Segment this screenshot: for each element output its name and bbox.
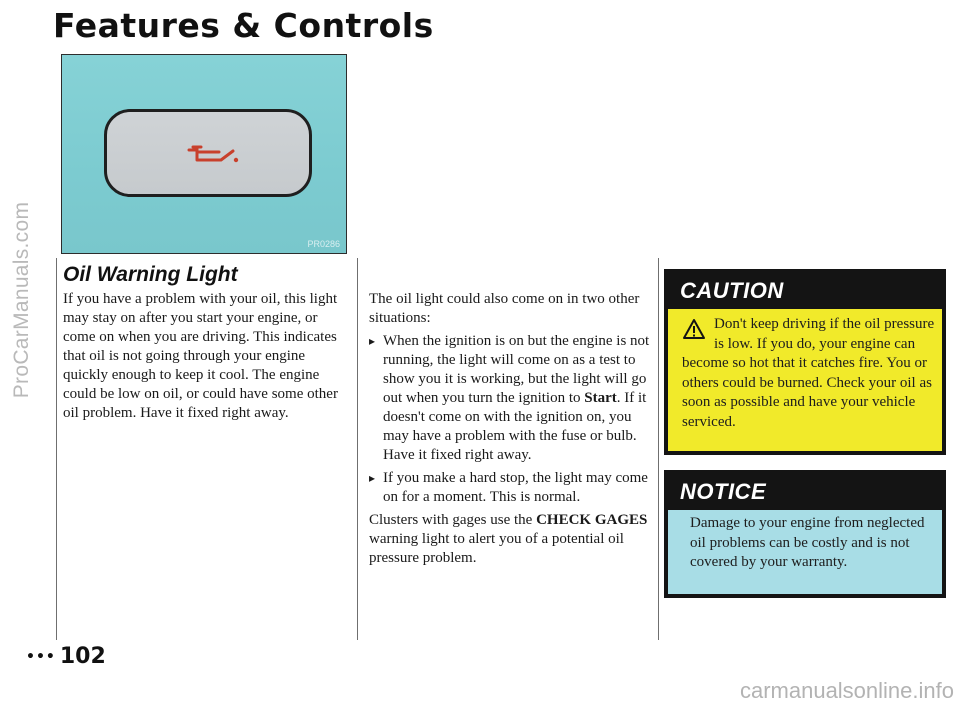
oil-warning-illustration xyxy=(61,54,347,254)
bullet-icon: ▸ xyxy=(369,334,376,348)
subsection-heading: Oil Warning Light xyxy=(63,263,238,286)
page-number: ••• 102 xyxy=(26,644,106,669)
caution-box xyxy=(664,269,946,455)
oil-warning-paragraph: If you have a problem with your oil, this light may stay on after you start your engine, or come on when you are driving. This indicates that oil is not going through your engine quickly enough to keep it cool. The engine could be low on oil, or could have some other oil problem. Have it fixed right away. xyxy=(63,291,338,421)
notice-heading: NOTICE xyxy=(668,474,942,510)
bullet-item: ▸ If you make a hard stop, the light may come on for a moment. This is normal. xyxy=(369,470,648,505)
bullet-icon: ▸ xyxy=(369,471,376,485)
warning-triangle-icon xyxy=(682,318,706,347)
page-dots: ••• xyxy=(26,649,56,665)
caution-heading: CAUTION xyxy=(668,273,942,309)
column-1-text xyxy=(63,290,351,423)
bullet-item: ▸ When the ignition is on but the engine is not running, the light will come on as a test to show you it is working, but the light will go out when you turn the ignition to Start. If it doesn't come on with the ignition on, you may have a problem with the fuse or bulb. Have it fixed right away. xyxy=(369,333,650,463)
intro-paragraph: The oil light could also come on in two other situations: xyxy=(369,291,640,326)
bottom-watermark: carmanualsonline.info xyxy=(739,678,954,703)
column-divider xyxy=(658,258,659,640)
closing-paragraph: Clusters with gages use the CHECK GAGES warning light to alert you of a potential oil pressure problem. xyxy=(369,512,648,566)
side-watermark: ProCarManuals.com xyxy=(10,201,33,399)
notice-box xyxy=(664,470,946,598)
instrument-cluster-frame xyxy=(104,109,312,197)
section-title: Features & Controls xyxy=(53,6,434,45)
oil-can-icon xyxy=(183,138,241,173)
caution-text: Don't keep driving if the oil pressure is low. If you do, your engine can become so hot that it catches fire. You or others could be burned. Check your oil as soon as possible and have your vehicle serviced. xyxy=(682,316,935,430)
column-2-text xyxy=(369,290,651,572)
notice-text: Damage to your engine from neglected oil problems can be costly and is not covered by your warranty. xyxy=(690,515,925,570)
photo-credit: PR0286 xyxy=(307,239,340,249)
column-divider xyxy=(357,258,358,640)
column-divider xyxy=(56,258,57,640)
